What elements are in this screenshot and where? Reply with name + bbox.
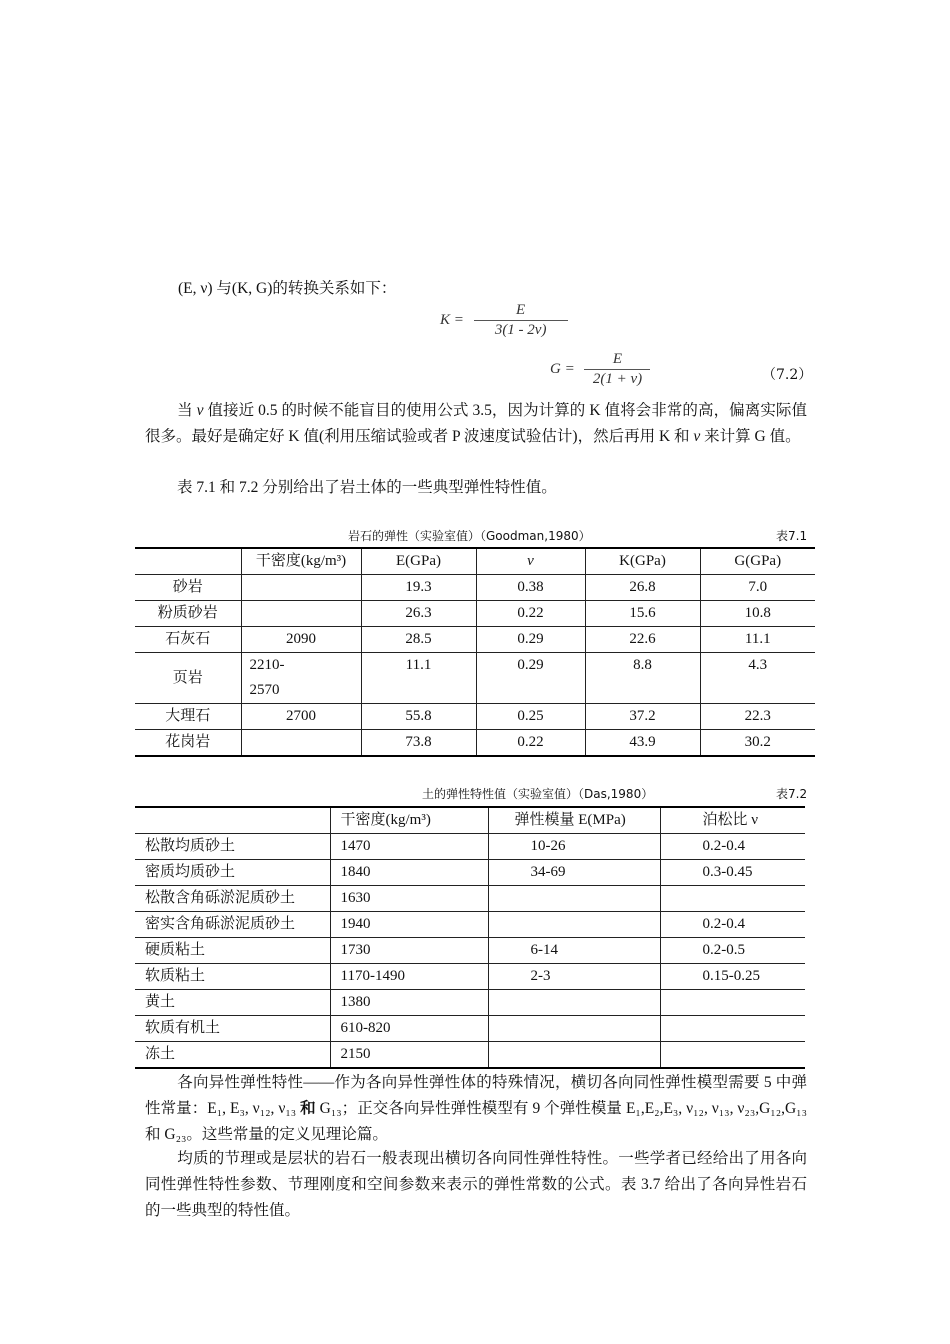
- table-cell: [488, 912, 660, 938]
- table-cell: 0.38: [476, 575, 585, 601]
- table-cell: 0.2-0.4: [660, 912, 805, 938]
- table-cell: 1380: [330, 990, 488, 1016]
- para2-text: 表 7.1 和 7.2 分别给出了岩土体的一些典型弹性特性值。: [177, 479, 557, 496]
- table-row: [135, 601, 815, 627]
- table-cell: 大理石: [135, 704, 241, 730]
- table-cell: 密质均质砂土: [135, 860, 330, 886]
- table-cell: 0.22: [476, 601, 585, 627]
- table-cell: 黄土: [135, 990, 330, 1016]
- table-rock-elasticity: [135, 547, 815, 757]
- table-cell: 1840: [330, 860, 488, 886]
- intro-text: (E, ν) 与(K, G)的转换关系如下：: [178, 280, 397, 297]
- eq1-lhs: K =: [440, 311, 464, 328]
- table-cell: 0.25: [476, 704, 585, 730]
- paragraph-3: [145, 1070, 807, 1148]
- table-cell: 55.8: [361, 704, 476, 730]
- header-cell: 弹性模量 E(MPa): [488, 807, 660, 834]
- para1-text-c: 来计算 G 值。: [700, 428, 801, 445]
- table1-number: 表7.1: [776, 529, 808, 543]
- table-cell: 1170-1490: [330, 964, 488, 990]
- table-cell: 26.8: [585, 575, 700, 601]
- table-header-row: [135, 807, 805, 834]
- table-cell: 2150: [330, 1042, 488, 1069]
- para3-g13: G₁₃: [319, 1100, 342, 1117]
- table-cell: 30.2: [700, 730, 815, 757]
- table-row: [135, 886, 805, 912]
- table-soil-elasticity: [135, 806, 805, 1069]
- eq2-numerator: E: [584, 351, 650, 370]
- table-cell: [488, 990, 660, 1016]
- table-row: [135, 627, 815, 653]
- paragraph-1: [145, 398, 807, 450]
- table-cell: 软质粘土: [135, 964, 330, 990]
- table-cell: 0.29: [476, 627, 585, 653]
- table-cell: 15.6: [585, 601, 700, 627]
- equation-shear-modulus: [550, 351, 650, 388]
- table-cell: [241, 575, 361, 601]
- table-row: [135, 575, 815, 601]
- table-cell: 粉质砂岩: [135, 601, 241, 627]
- table-cell: 26.3: [361, 601, 476, 627]
- table-cell: 密实含角砾淤泥质砂土: [135, 912, 330, 938]
- table-cell: [241, 730, 361, 757]
- table-row: [135, 964, 805, 990]
- para3-symbols: E₁, E₃, ν₁₂, ν₁₃: [207, 1100, 297, 1117]
- table-cell: 0.29: [476, 653, 585, 704]
- table-cell: 1630: [330, 886, 488, 912]
- table-row: [135, 1016, 805, 1042]
- header-cell: G(GPa): [700, 548, 815, 575]
- table-row: [135, 938, 805, 964]
- table-cell: 610-820: [330, 1016, 488, 1042]
- table-cell: 冻土: [135, 1042, 330, 1069]
- table-row: [135, 653, 815, 704]
- header-cell: [135, 807, 330, 834]
- table-cell: 0.2-0.5: [660, 938, 805, 964]
- table-cell: [488, 1042, 660, 1069]
- table-cell: 松散均质砂土: [135, 834, 330, 860]
- table1-caption: 岩石的弹性（实验室值）（Goodman,1980）: [348, 529, 591, 543]
- table-cell: [241, 601, 361, 627]
- para3-text-b: ；正交各向异性弹性模型有 9 个弹性模量 E₁,E₂,E₃, ν₁₂, ν₁₃, ν₂₃,G₁₂,G₁₃和 G₂₃。这些常量的定义见理论篇。: [145, 1100, 807, 1143]
- table-cell: 37.2: [585, 704, 700, 730]
- table-cell: 22.6: [585, 627, 700, 653]
- para3-text-a: 各向异性弹性特性——作为各向异性弹性体的特殊情况，横切各向同性弹性模型需要 5 中弹性常量：: [145, 1074, 807, 1117]
- table-row: [135, 834, 805, 860]
- table-cell: 石灰石: [135, 627, 241, 653]
- para1-text-b: 值接近 0.5 的时候不能盲目的使用公式 3.5，因为计算的 K 值将会非常的高，偏离实际值很多。最好是确定好 K 值(利用压缩试验或者 P 波速度试验估计)，然后再用 K 和: [145, 402, 807, 445]
- table-cell: 2090: [241, 627, 361, 653]
- table-cell: 2210- 2570: [241, 653, 361, 704]
- table-cell: [488, 1016, 660, 1042]
- table-row: [135, 704, 815, 730]
- table-header-row: [135, 548, 815, 575]
- table-cell: 0.22: [476, 730, 585, 757]
- table-cell: 22.3: [700, 704, 815, 730]
- header-cell: 干密度(kg/m³): [330, 807, 488, 834]
- table-cell: [660, 990, 805, 1016]
- table-cell: 0.2-0.4: [660, 834, 805, 860]
- header-cell: 干密度(kg/m³): [241, 548, 361, 575]
- table-cell: 28.5: [361, 627, 476, 653]
- table-cell: 松散含角砾淤泥质砂土: [135, 886, 330, 912]
- para1-nu-1: ν: [196, 402, 204, 419]
- table-row: [135, 990, 805, 1016]
- table-cell: [660, 1042, 805, 1069]
- table-row: [135, 1042, 805, 1069]
- table2-caption: 土的弹性特性值（实验室值）（Das,1980）: [422, 787, 654, 801]
- table-cell: 11.1: [361, 653, 476, 704]
- table-cell: 10-26: [488, 834, 660, 860]
- paragraph-4: [145, 1146, 807, 1224]
- table-cell: 10.8: [700, 601, 815, 627]
- table2-number: 表7.2: [776, 787, 808, 801]
- table-row: [135, 730, 815, 757]
- table-row: [135, 912, 805, 938]
- para1-text-a: 当: [177, 402, 197, 419]
- table-cell: 0.3-0.45: [660, 860, 805, 886]
- eq1-numerator: E: [474, 302, 568, 321]
- table-cell: 19.3: [361, 575, 476, 601]
- para1-nu-2: ν: [693, 428, 701, 445]
- table-cell: 砂岩: [135, 575, 241, 601]
- table-cell: 硬质粘土: [135, 938, 330, 964]
- header-cell: [135, 548, 241, 575]
- paragraph-2: [145, 475, 807, 501]
- header-cell: E(GPa): [361, 548, 476, 575]
- table-cell: 1730: [330, 938, 488, 964]
- table-cell: 73.8: [361, 730, 476, 757]
- para4-text: 均质的节理或是层状的岩石一般表现出横切各向同性弹性特性。一些学者已经给出了用各向同性弹性特性参数、节理刚度和空间参数来表示的弹性常数的公式。表 3.7 给出了各向异性岩石的一些典型的特性值。: [145, 1150, 807, 1219]
- header-cell: K(GPa): [585, 548, 700, 575]
- table-cell: 8.8: [585, 653, 700, 704]
- eq2-denominator: 2(1 + ν): [592, 371, 643, 387]
- table-cell: 34-69: [488, 860, 660, 886]
- eq2-lhs: G =: [550, 360, 575, 377]
- table-cell: 1470: [330, 834, 488, 860]
- para3-and: 和: [300, 1100, 316, 1117]
- equation-bulk-modulus: [440, 302, 568, 339]
- header-cell: 泊松比 ν: [660, 807, 805, 834]
- table-cell: [660, 886, 805, 912]
- table-cell: 2700: [241, 704, 361, 730]
- table-cell: 2-3: [488, 964, 660, 990]
- table-cell: 0.15-0.25: [660, 964, 805, 990]
- table-cell: 6-14: [488, 938, 660, 964]
- table-cell: 7.0: [700, 575, 815, 601]
- table-cell: [488, 886, 660, 912]
- table-cell: 11.1: [700, 627, 815, 653]
- table-cell: 4.3: [700, 653, 815, 704]
- table-cell: 页岩: [135, 653, 241, 704]
- table-cell: 43.9: [585, 730, 700, 757]
- eq1-denominator: 3(1 - 2ν): [494, 322, 547, 338]
- table-cell: 花岗岩: [135, 730, 241, 757]
- equation-number: （7.2）: [762, 367, 813, 383]
- table-cell: [660, 1016, 805, 1042]
- table-row: [135, 860, 805, 886]
- table-cell: 1940: [330, 912, 488, 938]
- table-cell: 软质有机土: [135, 1016, 330, 1042]
- header-cell: ν: [476, 548, 585, 575]
